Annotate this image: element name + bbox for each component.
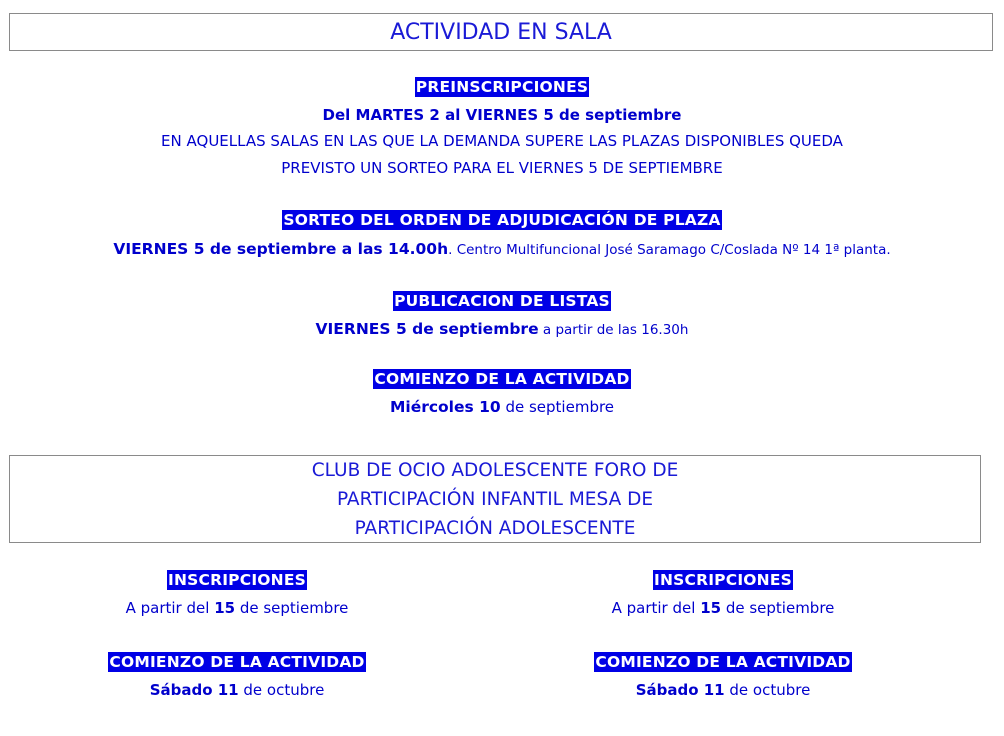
- comienzo-date-bold: Miércoles 10: [389, 398, 501, 416]
- sorteo-heading: SORTEO DEL ORDEN DE ADJUDICACIÓN DE PLAZA: [283, 211, 721, 229]
- sorteo-date-bold: VIERNES 5 de septiembre a las 14.00h: [113, 240, 449, 258]
- right-inscripciones-date-row: [486, 599, 960, 617]
- right-comienzo-heading-row: [486, 653, 960, 671]
- left-insc-pre: A partir del: [125, 599, 215, 617]
- left-inscripciones-heading-row: [0, 571, 474, 589]
- sorteo-date-row: [0, 240, 1004, 258]
- comienzo-heading: COMIENZO DE LA ACTIVIDAD: [374, 370, 630, 388]
- right-inscripciones-heading-row: [486, 571, 960, 589]
- publicacion-heading: PUBLICACION DE LISTAS: [394, 292, 610, 310]
- left-inscripciones-date-row: [0, 599, 474, 617]
- preinscripciones-dates: Del MARTES 2 al VIERNES 5 de septiembre: [322, 106, 682, 124]
- right-com-bold: Sábado 11: [635, 681, 725, 699]
- club-box: [9, 455, 981, 543]
- publicacion-date-bold: VIERNES 5 de septiembre: [315, 320, 539, 338]
- preinscripciones-note-line2: PREVISTO UN SORTEO PARA EL VIERNES 5 DE SEPTIEMBRE: [281, 159, 723, 177]
- right-insc-post: de septiembre: [721, 599, 835, 617]
- publicacion-heading-row: [0, 292, 1004, 310]
- right-comienzo-date-row: [486, 681, 960, 699]
- left-inscripciones-heading: INSCRIPCIONES: [168, 571, 306, 589]
- preinscripciones-note-line1: EN AQUELLAS SALAS EN LAS QUE LA DEMANDA SUPERE LAS PLAZAS DISPONIBLES QUEDA: [161, 132, 843, 150]
- right-com-rest: de octubre: [724, 681, 811, 699]
- club-line2: PARTICIPACIÓN INFANTIL MESA DE: [336, 489, 654, 510]
- left-com-rest: de octubre: [238, 681, 325, 699]
- preinscripciones-dates-row: [0, 106, 1004, 124]
- club-line3: PARTICIPACIÓN ADOLESCENTE: [354, 518, 636, 539]
- publicacion-date-row: [0, 320, 1004, 338]
- right-insc-pre: A partir del: [611, 599, 701, 617]
- left-comienzo-heading: COMIENZO DE LA ACTIVIDAD: [109, 653, 365, 671]
- publicacion-date-rest: a partir de las 16.30h: [538, 322, 689, 338]
- right-insc-num: 15: [700, 599, 722, 617]
- sorteo-date-rest: . Centro Multifuncional José Saramago C/Coslada Nº 14 1ª planta.: [448, 242, 891, 258]
- left-comienzo-date-row: [0, 681, 474, 699]
- right-comienzo-heading: COMIENZO DE LA ACTIVIDAD: [595, 653, 851, 671]
- left-insc-num: 15: [214, 599, 236, 617]
- sorteo-heading-row: [0, 211, 1004, 229]
- comienzo-heading-row: [0, 370, 1004, 388]
- left-comienzo-heading-row: [0, 653, 474, 671]
- page-title: ACTIVIDAD EN SALA: [9, 13, 993, 51]
- comienzo-date-rest: de septiembre: [500, 398, 615, 416]
- left-com-bold: Sábado 11: [149, 681, 239, 699]
- club-line1: CLUB DE OCIO ADOLESCENTE FORO DE: [311, 460, 679, 481]
- right-inscripciones-heading: INSCRIPCIONES: [654, 571, 792, 589]
- comienzo-date-row: [0, 398, 1004, 416]
- preinscripciones-heading: PREINSCRIPCIONES: [415, 78, 589, 96]
- left-insc-post: de septiembre: [235, 599, 349, 617]
- preinscripciones-heading-row: [0, 78, 1004, 96]
